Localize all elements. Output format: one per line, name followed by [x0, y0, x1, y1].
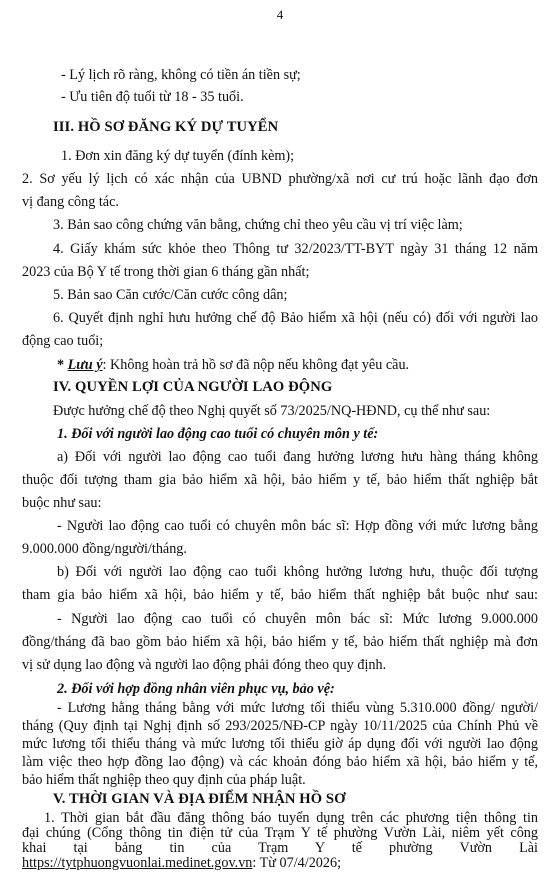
para-b: vị sử dụng lao động và người lao động phải đóng theo quy định.	[22, 657, 387, 673]
benefit-intro: Được hưởng chế độ theo Nghị quyết số 73/2025/NQ-HĐND, cụ thể như sau:	[53, 403, 491, 419]
para-b: đồng/tháng đã bao gồm bảo hiểm xã hội, bảo hiểm y tế, bảo hiểm thất nghiệp mà đơn	[22, 634, 538, 650]
time-para-link-line	[22, 854, 341, 872]
section-heading-iv: IV. QUYỀN LỢI CỦA NGƯỜI LAO ĐỘNG	[53, 379, 333, 395]
para-a: a) Đối với người lao động cao tuổi đang hưởng lương hưu hàng tháng không	[57, 449, 538, 465]
para-b: b) Đối với người lao động cao tuổi không hưởng lương hưu, thuộc đối tượng	[57, 564, 538, 580]
para-c: - Lương hằng tháng bằng với mức lương tối thiểu vùng 5.310.000 đồng/ người/	[57, 699, 538, 716]
section-heading-iii: III. HỒ SƠ ĐĂNG KÝ DỰ TUYỂN	[53, 119, 279, 135]
note-label: Lưu ý	[67, 357, 103, 373]
requirement-line: - Lý lịch rõ ràng, không có tiền án tiền sự;	[61, 67, 301, 83]
subheading-1: 1. Đối với người lao động cao tuổi có chuyên môn y tế:	[57, 426, 379, 442]
para-b: tham gia bảo hiểm xã hội, bảo hiểm y tế, bảo hiểm thất nghiệp bắt buộc như sau:	[22, 587, 538, 603]
document-item-3: 3. Bản sao công chứng văn bằng, chứng chỉ theo yêu cầu vị trí việc làm;	[53, 217, 463, 233]
note-line	[57, 356, 409, 374]
document-item-2-cont: vị đang công tác.	[22, 194, 119, 210]
website-link[interactable]: https://tytphuongvuonlai.medinet.gov.vn	[22, 855, 253, 871]
note-star: *	[57, 357, 68, 373]
para-c: bảo hiểm thất nghiệp theo quy định của pháp luật.	[22, 772, 306, 789]
section-heading-v: V. THỜI GIAN VÀ ĐỊA ĐIỂM NHẬN HỒ SƠ	[53, 791, 346, 808]
time-para-date: : Từ 07/4/2026;	[252, 855, 342, 871]
document-item-2: 2. Sơ yếu lý lịch có xác nhận của UBND phường/xã nơi cư trú hoặc lãnh đạo đơn	[22, 171, 538, 187]
para-a: 9.000.000 đồng/người/tháng.	[22, 541, 187, 557]
para-c: tháng (Quy định tại Nghị định số 293/2025/NĐ-CP ngày 10/11/2025 của Chính Phủ về	[22, 717, 538, 734]
note-text: : Không hoàn trả hồ sơ đã nộp nếu không đạt yêu cầu.	[102, 357, 410, 373]
para-a: - Người lao động cao tuổi có chuyên môn bác sĩ: Hợp đồng với mức lương bằng	[57, 518, 538, 534]
document-item-6: 6. Quyết định nghỉ hưu hưởng chế độ Bảo hiểm xã hội (nếu có) đối với người lao	[53, 310, 538, 326]
document-item-4-cont: 2023 của Bộ Y tế trong thời gian 6 tháng gần nhất;	[22, 264, 310, 280]
para-b: - Người lao động cao tuổi có chuyên môn bác sĩ: Mức lương 9.000.000	[57, 611, 538, 627]
page-number: 4	[276, 7, 284, 22]
para-c: mức lương tối thiểu tháng và mức lương tối thiểu giờ áp dụng đối với người lao động	[22, 735, 538, 752]
requirement-line: - Ưu tiên độ tuổi từ 18 - 35 tuổi.	[61, 89, 244, 105]
para-a: thuộc đối tượng tham gia bảo hiểm xã hội, bảo hiểm y tế, bảo hiểm thất nghiệp bắt	[22, 472, 538, 488]
document-item-1: 1. Đơn xin đăng ký dự tuyển (đính kèm);	[61, 148, 295, 164]
document-item-6-cont: động cao tuổi;	[22, 333, 104, 349]
para-a: buộc như sau:	[22, 495, 102, 511]
para-c: làm việc theo hợp đồng lao động) và các khoản đóng bảo hiểm xã hội, bảo hiểm y tế,	[22, 754, 538, 771]
document-item-5: 5. Bản sao Căn cước/Căn cước công dân;	[53, 287, 288, 303]
document-item-4: 4. Giấy khám sức khỏe theo Thông tư 32/2023/TT-BYT ngày 31 tháng 12 năm	[53, 241, 538, 257]
time-para: đại chúng (Cổng thông tin điện tử của Trạm Y tế phường Vườn Lài, niêm yết công	[22, 825, 538, 842]
subheading-2: 2. Đối với hợp đồng nhân viên phục vụ, bảo vệ:	[57, 680, 335, 697]
time-para: khai tại bảng tin của Trạm Y tế phường Vườn Lài	[22, 840, 538, 857]
time-para: 1. Thời gian bắt đầu đăng thông báo tuyển dụng trên các phương tiện thông tin	[44, 810, 538, 827]
